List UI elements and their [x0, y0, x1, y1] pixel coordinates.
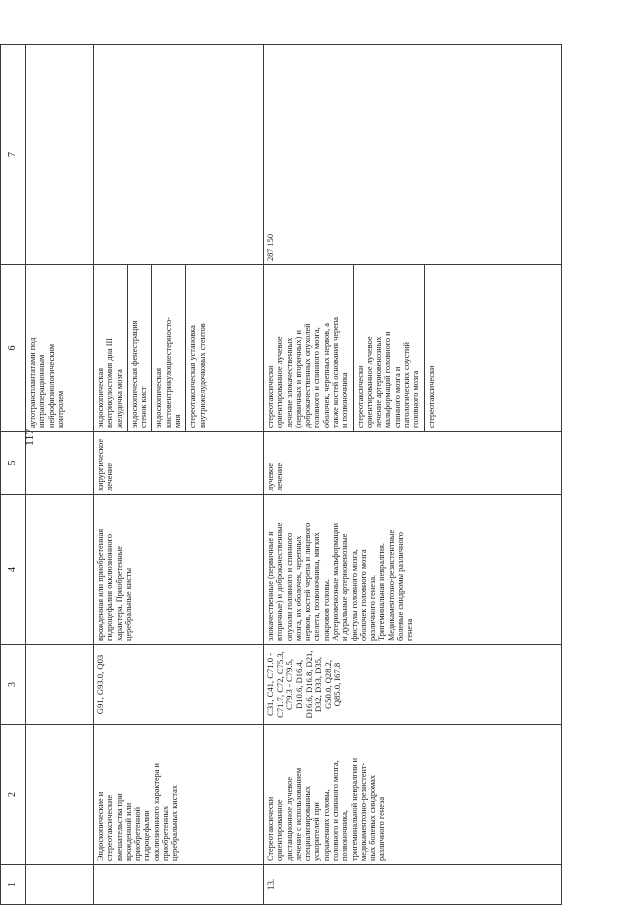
header-cell: 4	[1, 495, 26, 645]
text-line: D16.6, D16.8, D21,	[303, 650, 314, 719]
text-line: мальформаций головного и	[383, 331, 393, 428]
text-line: лечение артериовенозных	[374, 336, 384, 428]
icd-codes-cell	[264, 645, 562, 725]
text-line: злокачественные (первичные и	[266, 531, 275, 641]
text-line: генеза	[405, 618, 415, 641]
table-row-endoscopic	[94, 45, 264, 905]
text-line: фистулы головного мозга,	[349, 549, 359, 641]
text-line: болевые синдромы различного	[395, 532, 405, 641]
text-line: тригеминальной невралгии и	[349, 757, 359, 861]
text-line: вмешательства при	[114, 793, 124, 861]
text-line: покровов головы.	[321, 578, 331, 641]
text-line: гидроцефалии	[142, 810, 152, 861]
method-cell	[264, 265, 562, 432]
text-line: поражениях головы,	[321, 789, 331, 861]
text-line: эндоскопическая фенестрация	[129, 320, 139, 428]
cell-empty	[26, 645, 94, 725]
text-line: вторичные) и доброкачественные	[275, 522, 285, 641]
text-line: внутрижелудочковых стентов	[197, 323, 207, 428]
text-line: Эндоскопические и	[96, 791, 105, 861]
text-line: головного мозга	[411, 370, 421, 428]
text-line: Тригеминальная невралгия.	[377, 543, 387, 641]
text-line: позвоночника,	[340, 810, 350, 861]
text-line: и позвоночника	[340, 372, 350, 428]
method-item	[424, 265, 437, 431]
header-row	[1, 45, 26, 905]
text-line: мия	[172, 414, 182, 428]
text-line: различного генеза	[377, 796, 387, 861]
cell-empty	[94, 45, 264, 265]
text-line: C31, C41, C71.0 -	[265, 652, 275, 717]
text-line: специализированных	[303, 785, 313, 861]
cell-empty	[26, 432, 94, 495]
diagnosis-cell	[264, 495, 562, 645]
medical-care-table	[0, 44, 562, 905]
cell-empty	[26, 865, 94, 905]
text-line: характера. Приобретенные	[114, 546, 124, 641]
text-line: хирургическое	[96, 438, 105, 491]
method-item	[151, 265, 183, 431]
diagnosis-cell	[94, 495, 264, 645]
header-cell: 5	[1, 432, 26, 495]
text-line: оболочек, черепных нервов, а	[321, 323, 331, 428]
text-line: лучевое лечение	[266, 462, 285, 491]
text-line: мозга, их оболочек, черепных	[293, 535, 303, 641]
rotated-page	[0, 45, 560, 905]
text-line: врожденной или	[123, 802, 133, 861]
text-line: ориентированное	[275, 799, 285, 861]
table-row-13	[264, 45, 562, 905]
text-line: и дуральные артериовенозные	[340, 533, 350, 641]
text-line: различного генеза.	[368, 574, 378, 641]
text-line: головного и спинного мозга,	[330, 760, 340, 861]
text-line: стереотаксическая установка	[188, 325, 198, 428]
text-line: церебральных кистах	[170, 785, 180, 861]
text-line: церебральные кисты	[123, 567, 133, 641]
text-line: эндоскопическая	[154, 367, 164, 428]
icd-codes-cell	[94, 645, 264, 725]
text-line: Стереотаксически	[266, 796, 275, 861]
header-cell: 7	[1, 45, 26, 265]
row-number-cell: 13.	[264, 865, 562, 905]
cell-empty	[26, 725, 94, 865]
method-item	[185, 265, 208, 431]
header-cell: 6	[1, 265, 26, 432]
text-line: стереотаксически	[266, 365, 275, 428]
header-cell: 2	[1, 725, 26, 865]
text-line: аутотрансплантатами под	[28, 337, 37, 428]
text-line: окклюзионного характера и	[151, 763, 161, 861]
text-line: ускорителей при	[312, 802, 322, 861]
cell-empty	[26, 45, 94, 265]
header-cell: 1	[1, 865, 26, 905]
text-line: желудочка мозга	[114, 369, 124, 428]
method-item	[96, 265, 125, 431]
method-cell	[94, 265, 264, 432]
intervention-cell	[264, 725, 562, 865]
text-line: Q85.0, I67.8	[332, 662, 343, 707]
text-line: гидроцефалия окклюзионного	[105, 534, 115, 641]
text-line: вентрикулостомия дна III	[105, 338, 115, 428]
text-line: стереотаксически	[426, 365, 436, 428]
text-line: приобретенных	[160, 805, 170, 861]
method-cell	[26, 265, 94, 432]
text-line: патологических соустий	[401, 342, 411, 428]
text-line: D32, D33, D35,	[313, 656, 324, 713]
treatment-type-cell	[94, 432, 264, 495]
text-line: C71.7, C72, C75.3,	[274, 651, 285, 718]
text-line: контролем	[55, 390, 65, 428]
text-line: C79.3 - C79.5,	[284, 659, 295, 710]
text-line: ориентированное лучевое	[364, 336, 374, 428]
text-line: спинного мозга и	[392, 366, 402, 428]
text-line: кистовентрикулоциестерносто-	[163, 317, 173, 428]
text-line: нервов, костей черепа и лицевого	[303, 522, 313, 641]
text-line: оболочек головного мозга	[358, 549, 368, 641]
text-line: приобретенной	[133, 806, 143, 861]
text-line: головного и спинного мозга,	[312, 327, 322, 428]
text-line: Медикаментозно-резистентные	[386, 529, 396, 641]
text-line: лечение злокачественных	[284, 337, 294, 428]
text-line: нейрофизиологическим	[46, 343, 56, 428]
text-line: скелета, позвоночника, мягких	[312, 532, 322, 641]
cell-empty	[94, 865, 264, 905]
cost-cell: 287 150	[264, 45, 562, 265]
text-line: врожденная или приобретенная	[96, 528, 105, 641]
text-line: G91, G93.0, Q03	[95, 654, 105, 715]
text-line: доброкачественных опухолей	[303, 323, 313, 428]
method-item	[266, 265, 351, 431]
text-line: ных болевых синдромах	[368, 775, 378, 861]
text-line: стереотаксические	[105, 794, 115, 861]
header-cell: 3	[1, 645, 26, 725]
text-line: D10.6, D16.4,	[293, 660, 304, 709]
cell-empty	[26, 495, 94, 645]
text-line: опухоли головного и спинного	[284, 532, 294, 641]
text-line: дистанционное лучевое	[284, 776, 294, 861]
table-row-continuation	[26, 45, 94, 905]
intervention-cell	[94, 725, 264, 865]
page-number: 117	[22, 428, 36, 446]
text-line: лечение с использованием	[293, 767, 303, 861]
text-line: ориентированное лучевое	[275, 336, 285, 428]
treatment-type-cell	[264, 432, 562, 495]
method-item	[353, 265, 422, 431]
text-line: также костей основания черепа	[330, 317, 340, 428]
text-line: эндоскопическая	[96, 367, 105, 428]
text-line: лечение	[105, 462, 115, 491]
text-line: интраоперационным	[37, 354, 47, 428]
text-line: Артериовенозные мальформации	[330, 523, 340, 641]
text-line: G50.0, Q28.2,	[322, 660, 333, 709]
text-line: (первичных и вторичных) и	[293, 330, 303, 428]
method-item	[127, 265, 150, 431]
text-line: стереотаксически	[355, 365, 365, 428]
text-line: медикаментозно-резистент-	[358, 762, 368, 861]
text-line: стенок кист	[139, 386, 149, 428]
